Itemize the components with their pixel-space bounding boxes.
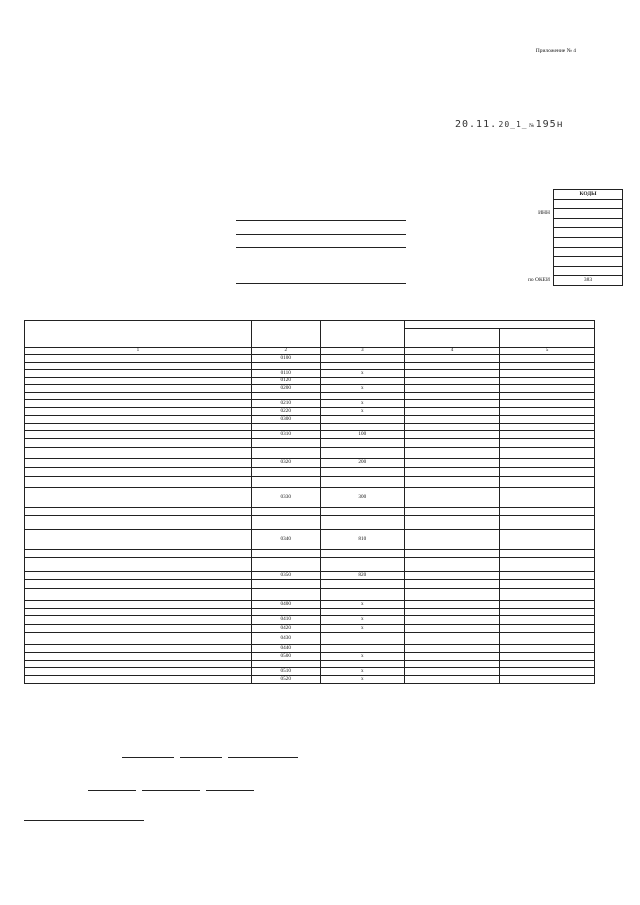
row-sum-year[interactable]	[499, 477, 594, 488]
row-code	[251, 424, 320, 431]
row-sum-contract[interactable]	[404, 393, 499, 400]
codes-row	[418, 257, 623, 267]
row-sum-contract[interactable]	[404, 668, 499, 676]
row-direction	[320, 558, 404, 572]
codes-table	[418, 189, 623, 286]
row-name	[25, 459, 252, 468]
head-decode-line[interactable]	[228, 757, 298, 758]
row-direction: x	[320, 668, 404, 676]
row-name	[25, 416, 252, 424]
column-number: 5	[499, 348, 594, 355]
row-sum-contract[interactable]	[404, 378, 499, 385]
codes-row-label	[418, 266, 554, 276]
row-code: 0440	[251, 645, 320, 653]
row-code: 0340	[251, 530, 320, 550]
row-sum-year[interactable]	[499, 601, 594, 609]
row-sum-contract[interactable]	[404, 580, 499, 589]
row-name	[25, 572, 252, 580]
row-code: 0520	[251, 676, 320, 684]
appendix-number: Приложение № 4	[535, 48, 576, 54]
head-signature-line[interactable]	[180, 757, 222, 758]
codes-row	[418, 199, 623, 209]
row-name	[25, 616, 252, 625]
table-row	[25, 439, 595, 448]
row-sum-contract[interactable]	[404, 661, 499, 668]
row-code	[251, 439, 320, 448]
row-sum-year[interactable]	[499, 609, 594, 616]
codes-row-value[interactable]: 383	[554, 276, 623, 286]
codes-row-label: ИНН	[538, 210, 550, 217]
row-sum-year[interactable]	[499, 448, 594, 459]
codes-row-value[interactable]	[554, 199, 623, 209]
row-direction	[320, 508, 404, 516]
row-sum-year[interactable]	[499, 370, 594, 378]
row-sum-year[interactable]	[499, 468, 594, 477]
column-number: 4	[404, 348, 499, 355]
codes-row-label	[418, 257, 554, 267]
order-year: 20_1_	[498, 120, 528, 129]
codes-row-value[interactable]	[554, 257, 623, 267]
row-code	[251, 448, 320, 459]
codes-row	[418, 276, 623, 286]
table-row	[25, 609, 595, 616]
row-sum-contract[interactable]	[404, 530, 499, 550]
row-code	[251, 468, 320, 477]
row-sum-contract[interactable]	[404, 370, 499, 378]
codes-row-label	[418, 237, 554, 247]
codes-row-value[interactable]	[554, 228, 623, 238]
row-code: 0430	[251, 633, 320, 645]
codes-row-label	[418, 218, 554, 228]
codes-row	[418, 218, 623, 228]
table-row	[25, 408, 595, 416]
codes-row-label: по ОКЕИ	[527, 277, 550, 284]
row-direction	[320, 468, 404, 477]
row-sum-year[interactable]	[499, 676, 594, 684]
row-sum-contract[interactable]	[404, 633, 499, 645]
row-sum-year[interactable]	[499, 508, 594, 516]
row-name	[25, 530, 252, 550]
row-direction	[320, 378, 404, 385]
row-code	[251, 558, 320, 572]
col-header-name	[25, 321, 252, 348]
row-name	[25, 448, 252, 459]
row-sum-contract[interactable]	[404, 609, 499, 616]
row-sum-year[interactable]	[499, 424, 594, 431]
row-name	[25, 609, 252, 616]
row-name	[25, 508, 252, 516]
table-row	[25, 508, 595, 516]
row-sum-year[interactable]	[499, 488, 594, 508]
row-direction	[320, 580, 404, 589]
row-sum-year[interactable]	[499, 580, 594, 589]
row-direction: 820	[320, 572, 404, 580]
row-sum-year[interactable]	[499, 516, 594, 530]
table-row	[25, 580, 595, 589]
row-name	[25, 645, 252, 653]
col-header-sum-year	[499, 329, 594, 348]
row-direction: x	[320, 385, 404, 393]
row-sum-contract[interactable]	[404, 355, 499, 363]
codes-row-value[interactable]	[554, 237, 623, 247]
federal-project-field[interactable]	[236, 247, 406, 248]
table-row	[25, 589, 595, 601]
table-row	[25, 550, 595, 558]
row-direction	[320, 550, 404, 558]
row-code: 0100	[251, 355, 320, 363]
row-code	[251, 508, 320, 516]
row-direction: 300	[320, 488, 404, 508]
row-direction	[320, 393, 404, 400]
codes-row-value[interactable]	[554, 209, 623, 219]
row-name	[25, 676, 252, 684]
row-direction	[320, 424, 404, 431]
row-code: 0320	[251, 459, 320, 468]
row-direction: 100	[320, 431, 404, 439]
row-sum-contract[interactable]	[404, 550, 499, 558]
row-direction: x	[320, 616, 404, 625]
row-code: 0310	[251, 431, 320, 439]
table-row	[25, 601, 595, 609]
row-name	[25, 589, 252, 601]
executor-position-line[interactable]	[88, 790, 136, 791]
row-name	[25, 393, 252, 400]
codes-row	[418, 228, 623, 238]
row-sum-year[interactable]	[499, 661, 594, 668]
row-name	[25, 488, 252, 508]
row-sum-year[interactable]	[499, 363, 594, 370]
column-number: 2	[251, 348, 320, 355]
order-number: 195н	[535, 119, 564, 130]
row-direction	[320, 589, 404, 601]
expense-report-table	[24, 320, 595, 684]
row-code	[251, 393, 320, 400]
row-code	[251, 580, 320, 589]
row-sum-year[interactable]	[499, 400, 594, 408]
row-sum-contract[interactable]	[404, 408, 499, 416]
table-row	[25, 488, 595, 508]
table-row	[25, 459, 595, 468]
order-number-sign: №	[528, 123, 535, 129]
row-code: 0330	[251, 488, 320, 508]
row-direction	[320, 416, 404, 424]
row-name	[25, 424, 252, 431]
table-row	[25, 363, 595, 370]
row-code: 0200	[251, 385, 320, 393]
row-direction: x	[320, 370, 404, 378]
row-sum-year[interactable]	[499, 653, 594, 661]
row-direction: x	[320, 400, 404, 408]
row-sum-year[interactable]	[499, 633, 594, 645]
row-sum-contract[interactable]	[404, 645, 499, 653]
row-name	[25, 370, 252, 378]
table-row	[25, 645, 595, 653]
codes-row-value[interactable]	[554, 218, 623, 228]
row-code: 0210	[251, 400, 320, 408]
organization-field[interactable]	[236, 220, 406, 221]
row-code	[251, 661, 320, 668]
row-name	[25, 439, 252, 448]
row-name	[25, 580, 252, 589]
row-sum-contract[interactable]	[404, 601, 499, 609]
row-direction	[320, 645, 404, 653]
row-direction	[320, 439, 404, 448]
row-sum-contract[interactable]	[404, 516, 499, 530]
row-code: 0500	[251, 653, 320, 661]
table-row	[25, 416, 595, 424]
document-type-field[interactable]	[236, 283, 406, 284]
table-row	[25, 431, 595, 439]
row-sum-year[interactable]	[499, 393, 594, 400]
codes-row-label	[418, 247, 554, 257]
table-row	[25, 516, 595, 530]
row-sum-contract[interactable]	[404, 468, 499, 477]
row-name	[25, 400, 252, 408]
row-sum-year[interactable]	[499, 550, 594, 558]
row-name	[25, 601, 252, 609]
table-row	[25, 653, 595, 661]
table-row	[25, 468, 595, 477]
row-sum-contract[interactable]	[404, 653, 499, 661]
row-sum-contract[interactable]	[404, 459, 499, 468]
table-row	[25, 616, 595, 625]
row-code: 0510	[251, 668, 320, 676]
row-name	[25, 408, 252, 416]
row-sum-contract[interactable]	[404, 477, 499, 488]
row-direction	[320, 516, 404, 530]
row-name	[25, 668, 252, 676]
table-row	[25, 530, 595, 550]
row-name	[25, 468, 252, 477]
codes-header: КОДЫ	[554, 190, 623, 200]
row-code	[251, 363, 320, 370]
row-direction: 810	[320, 530, 404, 550]
row-direction: 200	[320, 459, 404, 468]
row-sum-year[interactable]	[499, 459, 594, 468]
row-code: 0110	[251, 370, 320, 378]
row-direction	[320, 661, 404, 668]
row-code: 0400	[251, 601, 320, 609]
row-code	[251, 516, 320, 530]
codes-row-label	[418, 199, 554, 209]
row-sum-contract[interactable]	[404, 431, 499, 439]
row-direction	[320, 355, 404, 363]
col-header-direction	[320, 321, 404, 348]
column-number: 1	[25, 348, 252, 355]
row-code: 0220	[251, 408, 320, 416]
row-sum-year[interactable]	[499, 668, 594, 676]
row-direction	[320, 363, 404, 370]
row-sum-contract[interactable]	[404, 616, 499, 625]
table-row	[25, 385, 595, 393]
row-direction: x	[320, 601, 404, 609]
row-sum-contract[interactable]	[404, 363, 499, 370]
row-sum-contract[interactable]	[404, 439, 499, 448]
row-sum-year[interactable]	[499, 625, 594, 633]
table-row	[25, 448, 595, 459]
row-sum-contract[interactable]	[404, 400, 499, 408]
row-sum-year[interactable]	[499, 355, 594, 363]
row-name	[25, 516, 252, 530]
row-code: 0300	[251, 416, 320, 424]
row-code	[251, 477, 320, 488]
codes-row	[418, 237, 623, 247]
row-name	[25, 558, 252, 572]
row-direction	[320, 448, 404, 459]
row-code: 0410	[251, 616, 320, 625]
row-name	[25, 653, 252, 661]
row-code	[251, 550, 320, 558]
order-date: 20.11.	[455, 119, 498, 130]
row-code	[251, 609, 320, 616]
col-header-sum	[404, 321, 594, 329]
row-code: 0420	[251, 625, 320, 633]
table-row	[25, 676, 595, 684]
row-sum-year[interactable]	[499, 378, 594, 385]
row-name	[25, 431, 252, 439]
row-sum-contract[interactable]	[404, 589, 499, 601]
row-sum-contract[interactable]	[404, 385, 499, 393]
codes-row-label	[418, 228, 554, 238]
table-row	[25, 668, 595, 676]
table-row	[25, 572, 595, 580]
codes-row-value[interactable]	[554, 266, 623, 276]
row-sum-contract[interactable]	[404, 558, 499, 572]
table-row	[25, 355, 595, 363]
head-position-line[interactable]	[122, 757, 174, 758]
row-name	[25, 477, 252, 488]
executor-phone-line[interactable]	[206, 790, 254, 791]
row-direction	[320, 609, 404, 616]
table-row	[25, 661, 595, 668]
row-sum-contract[interactable]	[404, 424, 499, 431]
row-name	[25, 378, 252, 385]
table-row	[25, 393, 595, 400]
row-name	[25, 550, 252, 558]
row-name	[25, 363, 252, 370]
col-header-code	[251, 321, 320, 348]
row-name	[25, 633, 252, 645]
row-sum-year[interactable]	[499, 385, 594, 393]
col-header-sum-contract	[404, 329, 499, 348]
row-code	[251, 589, 320, 601]
table-row	[25, 424, 595, 431]
table-row	[25, 633, 595, 645]
row-sum-year[interactable]	[499, 616, 594, 625]
row-name	[25, 385, 252, 393]
row-direction: x	[320, 653, 404, 661]
row-sum-contract[interactable]	[404, 416, 499, 424]
row-name	[25, 661, 252, 668]
row-sum-contract[interactable]	[404, 448, 499, 459]
table-row	[25, 370, 595, 378]
row-sum-year[interactable]	[499, 572, 594, 580]
executor-name-line[interactable]	[142, 790, 200, 791]
row-sum-year[interactable]	[499, 408, 594, 416]
row-sum-contract[interactable]	[404, 572, 499, 580]
codes-row	[418, 247, 623, 257]
row-direction: x	[320, 676, 404, 684]
row-name	[25, 355, 252, 363]
row-code: 0350	[251, 572, 320, 580]
row-direction: x	[320, 625, 404, 633]
codes-row-value[interactable]	[554, 247, 623, 257]
row-sum-year[interactable]	[499, 530, 594, 550]
row-code: 0120	[251, 378, 320, 385]
column-number: 3	[320, 348, 404, 355]
appendix-order-line	[455, 119, 580, 132]
footnote-divider	[24, 820, 144, 821]
row-direction: x	[320, 408, 404, 416]
row-sum-year[interactable]	[499, 431, 594, 439]
row-sum-contract[interactable]	[404, 676, 499, 684]
footnotes	[24, 826, 595, 829]
row-sum-year[interactable]	[499, 558, 594, 572]
row-direction	[320, 477, 404, 488]
row-sum-year[interactable]	[499, 645, 594, 653]
codes-row	[418, 266, 623, 276]
row-sum-contract[interactable]	[404, 508, 499, 516]
table-row	[25, 625, 595, 633]
table-row	[25, 477, 595, 488]
table-row	[25, 378, 595, 385]
row-sum-year[interactable]	[499, 439, 594, 448]
codes-row	[418, 209, 623, 219]
row-sum-contract[interactable]	[404, 488, 499, 508]
row-sum-year[interactable]	[499, 416, 594, 424]
row-name	[25, 625, 252, 633]
table-row	[25, 558, 595, 572]
row-sum-year[interactable]	[499, 589, 594, 601]
row-sum-contract[interactable]	[404, 625, 499, 633]
table-row	[25, 400, 595, 408]
row-direction	[320, 633, 404, 645]
recipient-field[interactable]	[236, 234, 406, 235]
